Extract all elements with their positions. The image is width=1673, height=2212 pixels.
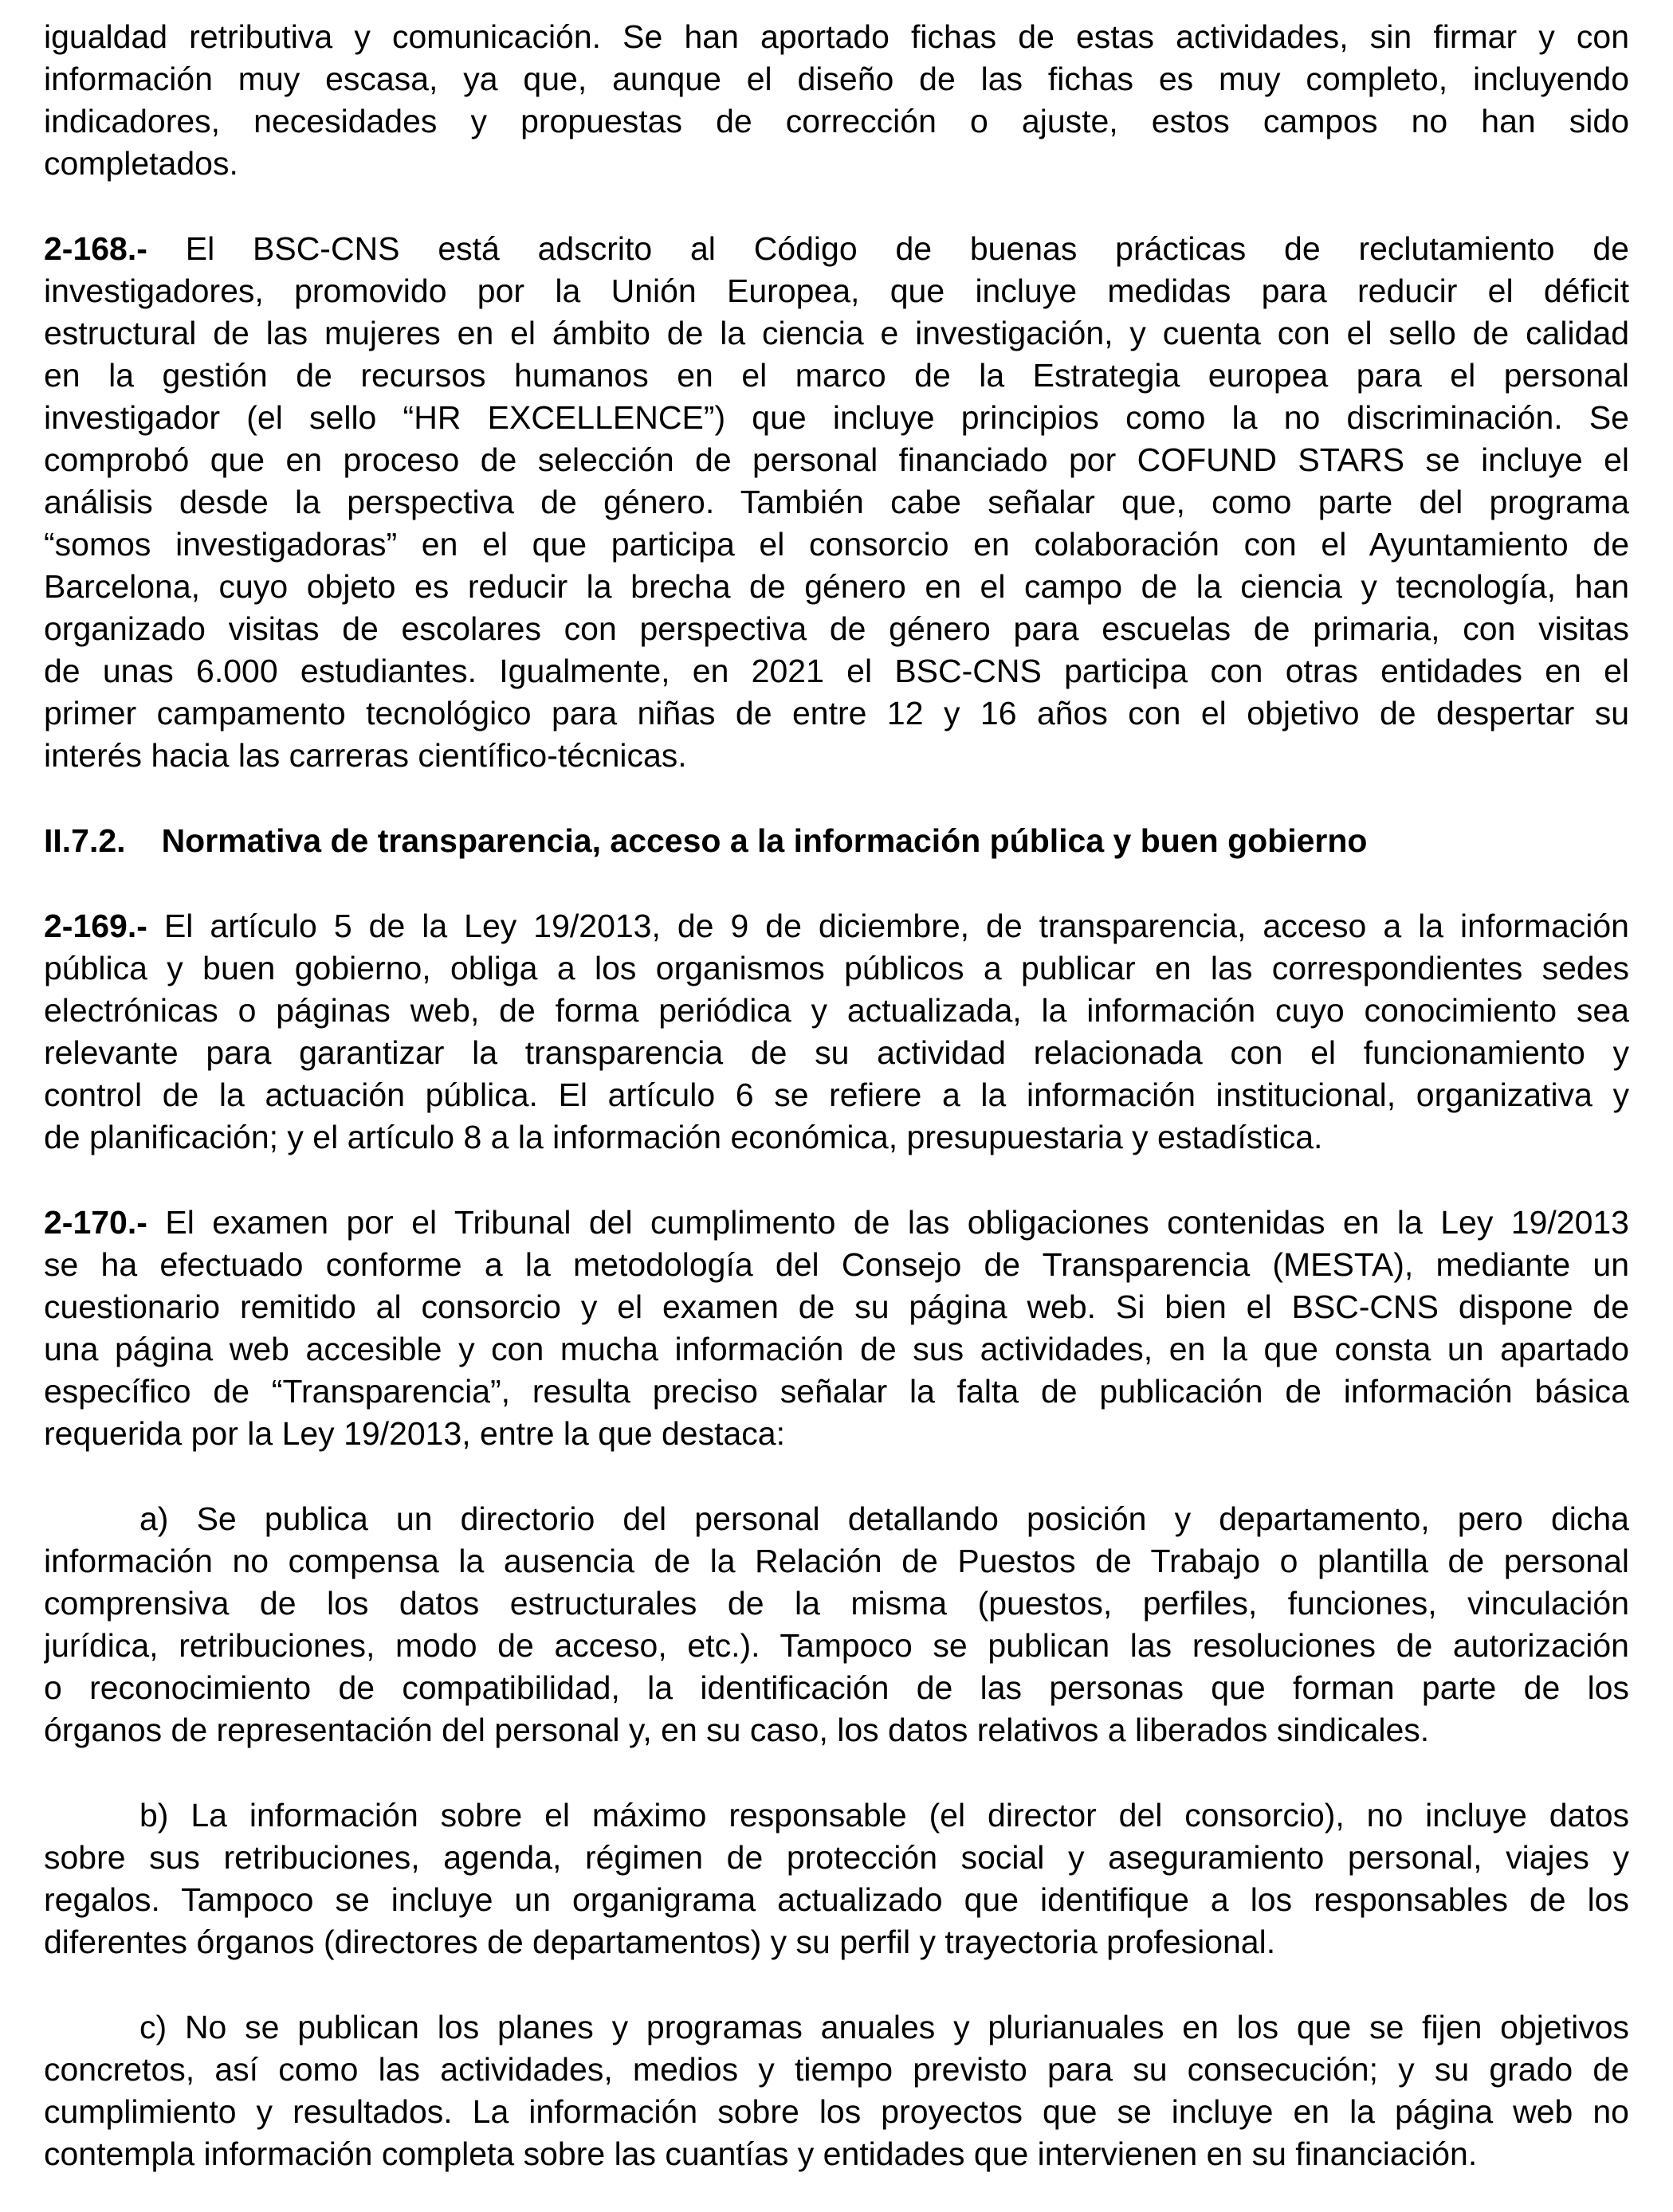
text-line: relevante para garantizar la transparencia de su actividad relacionada con el funcionamiento y (44, 1034, 1629, 1071)
text-line: electrónicas o páginas web, de forma periódica y actualizada, la información cuyo conocimiento sea (44, 992, 1629, 1029)
text-line: contempla información completa sobre las cuantías y entidades que intervienen en su financiación. (44, 2136, 1478, 2172)
paragraph-number: 2-169.- (44, 908, 147, 944)
text-line: regalos. Tampoco se incluye un organigrama actualizado que identifique a los responsables de los (44, 1881, 1629, 1918)
text-line: información muy escasa, ya que, aunque el diseño de las fichas es muy completo, incluyendo (44, 61, 1629, 97)
paragraph-number: 2-170.- (44, 1204, 147, 1241)
text-segment: El examen por el Tribunal del cumplimento de las obligaciones contenidas en la Ley 19/2013 (165, 1204, 1629, 1241)
paragraph-2-170 (44, 1202, 1629, 1455)
text-line: diferentes órganos (directores de departamentos) y su perfil y trayectoria profesional. (44, 1924, 1276, 1960)
text-line: interés hacia las carreras científico-técnicas. (44, 737, 687, 774)
text-line: igualdad retributiva y comunicación. Se han aportado fichas de estas actividades, sin firmar y con (44, 18, 1629, 55)
text-line: análisis desde la perspectiva de género. También cabe señalar que, como parte del programa (44, 484, 1629, 520)
text-line: a) Se publica un directorio del personal detallando posición y departamento, pero dicha (139, 1500, 1629, 1537)
text-line: una página web accesible y con mucha información de sus actividades, en la que consta un apartado (44, 1331, 1629, 1367)
text-line: cumplimiento y resultados. La información sobre los proyectos que se incluye en la página web no (44, 2093, 1629, 2130)
paragraph-item-c (44, 2006, 1629, 2175)
text-line: de unas 6.000 estudiantes. Igualmente, en 2021 el BSC-CNS participa con otras entidades en el (44, 653, 1629, 689)
text-line: comprensiva de los datos estructurales de la misma (puestos, perfiles, funciones, vinculación (44, 1585, 1629, 1622)
text-line: investigador (el sello “HR EXCELLENCE”) que incluye principios como la no discriminación. Se (44, 399, 1629, 436)
text-line: en la gestión de recursos humanos en el marco de la Estrategia europea para el personal (44, 357, 1629, 394)
text-line: indicadores, necesidades y propuestas de corrección o ajuste, estos campos no han sido (44, 103, 1629, 139)
text-line: b) La información sobre el máximo responsable (el director del consorcio), no incluye datos (139, 1797, 1629, 1834)
text-line: Barcelona, cuyo objeto es reducir la brecha de género en el campo de la ciencia y tecnología, han (44, 568, 1629, 605)
text-line: primer campamento tecnológico para niñas de entre 12 y 16 años con el objetivo de despertar su (44, 695, 1629, 731)
text-line: órganos de representación del personal y, en su caso, los datos relativos a liberados sindicales. (44, 1712, 1430, 1748)
text-line: de planificación; y el artículo 8 a la información económica, presupuestaria y estadística. (44, 1119, 1323, 1155)
text-line (44, 905, 1629, 947)
text-line: organizado visitas de escolares con perspectiva de género para escuelas de primaria, con visitas (44, 610, 1629, 647)
paragraph-item-b (44, 1794, 1629, 1963)
paragraph-number: 2-168.- (44, 230, 147, 267)
text-line: sobre sus retribuciones, agenda, régimen de protección social y aseguramiento personal, viajes y (44, 1839, 1629, 1876)
paragraph-2-168 (44, 228, 1629, 777)
text-line: investigadores, promovido por la Unión Europea, que incluye medidas para reducir el déficit (44, 273, 1629, 309)
text-line: concretos, así como las actividades, medios y tiempo previsto para su consecución; y su grado de (44, 2051, 1629, 2088)
text-line: comprobó que en proceso de selección de personal financiado por COFUND STARS se incluye el (44, 441, 1629, 478)
text-line: “somos investigadoras” en el que participa el consorcio en colaboración con el Ayuntamiento de (44, 526, 1629, 563)
section-number: II.7.2. (44, 822, 126, 859)
text-line: pública y buen gobierno, obliga a los organismos públicos a publicar en las correspondientes sedes (44, 950, 1629, 986)
text-segment: El artículo 5 de la Ley 19/2013, de 9 de diciembre, de transparencia, acceso a la información (163, 908, 1629, 944)
text-line: completados. (44, 145, 238, 182)
text-line: específico de “Transparencia”, resulta preciso señalar la falta de publicación de información básica (44, 1373, 1629, 1410)
text-segment: El BSC-CNS está adscrito al Código de buenas prácticas de reclutamiento de (185, 230, 1629, 267)
paragraph-item-a (44, 1498, 1629, 1751)
paragraph-intro (44, 16, 1629, 185)
text-line: se ha efectuado conforme a la metodología del Consejo de Transparencia (MESTA), mediante un (44, 1246, 1629, 1283)
text-line: control de la actuación pública. El artículo 6 se refiere a la información institucional, organizativa y (44, 1077, 1629, 1113)
text-line (44, 228, 1629, 270)
paragraph-2-169 (44, 905, 1629, 1159)
text-line: c) No se publican los planes y programas anuales y plurianuales en los que se fijen objetivos (139, 2009, 1629, 2045)
section-heading (44, 820, 1629, 862)
text-line (44, 1202, 1629, 1244)
text-line: información no compensa la ausencia de la Relación de Puestos de Trabajo o plantilla de personal (44, 1543, 1629, 1579)
text-line: cuestionario remitido al consorcio y el examen de su página web. Si bien el BSC-CNS dispone de (44, 1288, 1629, 1325)
text-line: requerida por la Ley 19/2013, entre la que destaca: (44, 1415, 785, 1452)
text-line: jurídica, retribuciones, modo de acceso, etc.). Tampoco se publican las resoluciones de autorización (44, 1627, 1629, 1664)
text-line: estructural de las mujeres en el ámbito de la ciencia e investigación, y cuenta con el sello de calidad (44, 315, 1629, 351)
text-line: o reconocimiento de compatibilidad, la identificación de las personas que forman parte de los (44, 1669, 1629, 1706)
section-title: Normativa de transparencia, acceso a la información pública y buen gobierno (161, 822, 1368, 859)
